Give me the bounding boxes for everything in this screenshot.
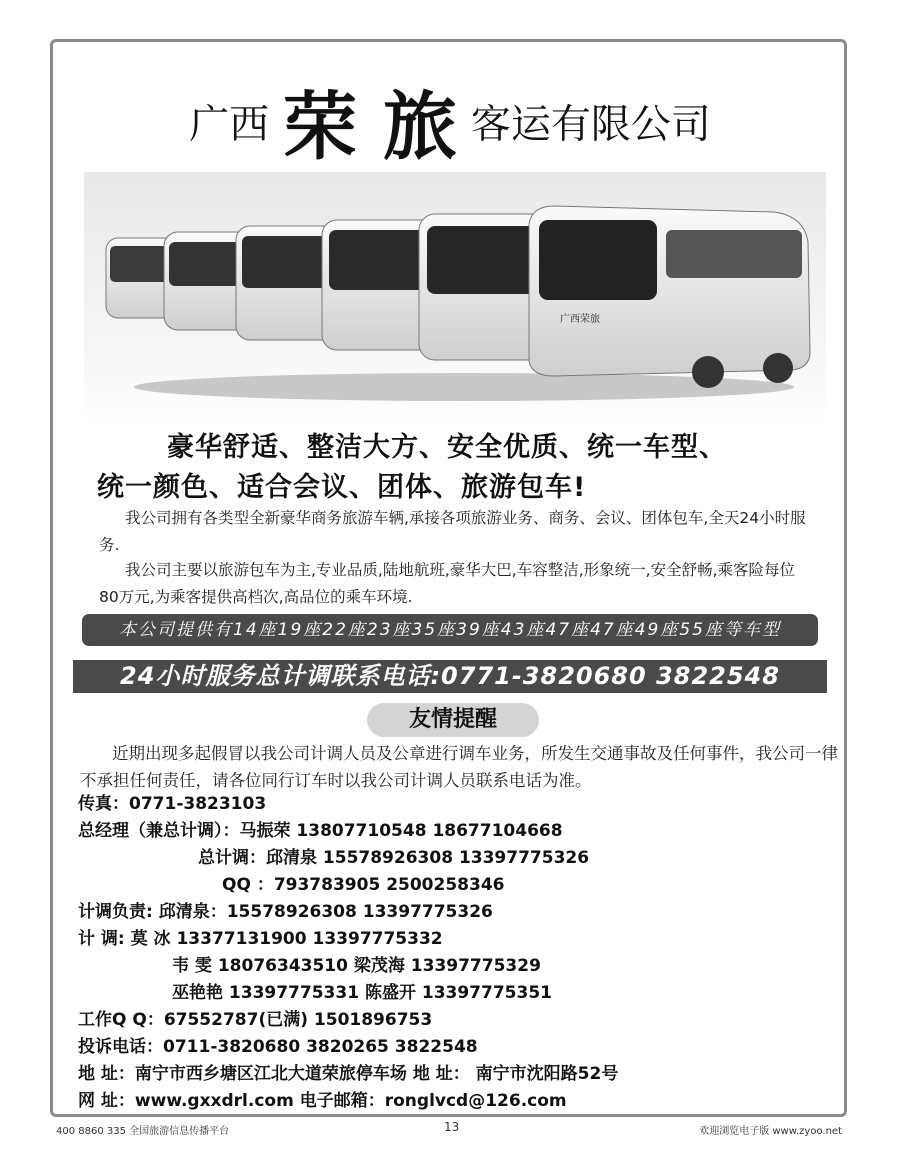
bus-fleet-photo	[84, 172, 826, 424]
reminder-text: 近期出现多起假冒以我公司计调人员及公章进行调车业务，所发生交通事故及任何事件，我公司一律不承担任何责任，请各位同行订车时以我公司计调人员联系电话为准。	[80, 744, 838, 790]
slogan-line-1: 豪华舒适、整洁大方、安全优质、统一车型、	[167, 432, 727, 463]
footer-right: 欢迎浏览电子版 www.zyoo.net	[699, 1126, 842, 1137]
dispatch-line-1: 计 调: 莫 冰 13377131900 13397775332	[78, 929, 443, 949]
title-suffix: 客运有限公司	[470, 101, 711, 148]
chief-dispatch-line: 总计调：邱清泉 15578926308 13397775326	[198, 848, 590, 868]
bus-6	[529, 206, 810, 388]
slogan-line-2: 统一颜色、适合会议、团体、旅游包车!	[97, 472, 587, 503]
title-brand: 荣 旅	[283, 84, 457, 170]
page-number: 13	[444, 1120, 460, 1134]
dispatch-line-3: 巫艳艳 13397775331 陈盛开 13397775351	[172, 983, 552, 1003]
company-title	[0, 68, 900, 174]
website-line: 网 址：www.gxxdrl.com 电子邮箱：ronglvcd@126.com	[78, 1091, 567, 1111]
general-manager-line: 总经理（兼总计调）：马振荣 13807710548 18677104668	[78, 821, 563, 841]
intro-paragraph-1: 我公司拥有各类型全新豪华商务旅游车辆,承接各项旅游业务、商务、会议、团体包车,全天24小时服务.	[99, 509, 806, 554]
dispatch-line-2: 韦 雯 18076343510 梁茂海 13397775329	[172, 956, 541, 976]
bus-plate-text: 广西荣旅	[560, 314, 600, 325]
hotline-banner: 24小时服务总计调联系电话:0771-3820680 3822548	[73, 660, 827, 693]
address-line: 地 址：南宁市西乡塘区江北大道荣旅停车场 地 址： 南宁市沈阳路52号	[78, 1064, 619, 1084]
fax-line: 传真：0771-3823103	[78, 794, 267, 814]
seat-types-banner: 本公司提供有14座19座22座23座35座39座43座47座47座49座55座等车型	[82, 614, 818, 646]
work-qq-line: 工作Q Q：67552787(已满) 1501896753	[78, 1010, 433, 1030]
qq-line: QQ ：793783905 2500258346	[222, 875, 505, 895]
complaint-line: 投诉电话：0711-3820680 3820265 3822548	[78, 1037, 478, 1057]
dispatch-lead-line: 计调负责: 邱清泉：15578926308 13397775326	[78, 902, 493, 922]
title-prefix: 广西	[189, 101, 270, 148]
bus-fleet-illustration	[84, 172, 826, 424]
intro-paragraph-2: 我公司主要以旅游包车为主,专业品质,陆地航班,豪华大巴,车容整洁,形象统一,安全舒畅,乘客险每位80万元,为乘客提供高档次,高品位的乘车环境.	[99, 561, 795, 606]
footer-left: 400 8860 335 全国旅游信息传播平台	[56, 1126, 230, 1137]
reminder-heading: 友情提醒	[367, 703, 539, 737]
